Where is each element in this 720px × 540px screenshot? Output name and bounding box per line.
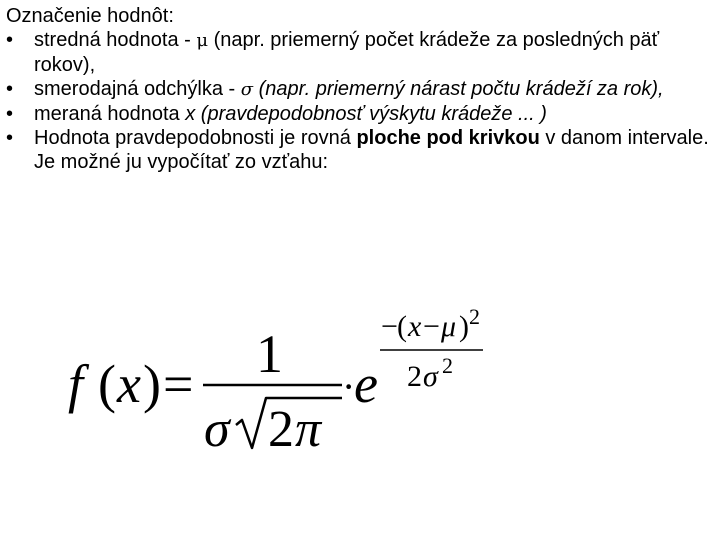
exp-num-square: 2 [469, 304, 480, 329]
exp-den-sigma: σ [423, 360, 438, 393]
formula-numerator: 1 [256, 324, 283, 384]
exp-close-paren: ) [459, 310, 469, 343]
exp-minus-2: − [423, 310, 440, 343]
bullet-text-b: (napr. priemerný nárast počtu krádeží za rok), [253, 78, 664, 100]
sigma-symbol: σ [240, 79, 254, 100]
formula-e: e [354, 354, 378, 414]
formula-den-sigma: σ [204, 401, 230, 458]
bullet-text-b: (napr. priemerný počet krádeže za posledných päť rokov), [34, 29, 660, 76]
mu-symbol: μ [196, 30, 209, 51]
formula-f: f [68, 354, 84, 414]
bold-phrase: ploche pod krivkou [356, 127, 540, 149]
bullet-icon: • [6, 29, 14, 51]
bullet-icon: • [6, 78, 14, 100]
exp-x: x [408, 310, 422, 343]
formula-dot: · [342, 364, 356, 409]
formula-equals: = [163, 354, 194, 414]
bullet-icon: • [6, 127, 14, 149]
exp-minus: − [381, 310, 398, 343]
exp-mu: μ [441, 310, 457, 343]
formula-den-two: 2 [268, 401, 294, 458]
heading: Označenie hodnôt: [6, 5, 174, 27]
bullet-text-a: Hodnota pravdepodobnosti je rovná [34, 127, 357, 149]
exp-den-square: 2 [442, 353, 453, 378]
formula-close-paren: ) [143, 354, 161, 414]
bullet-icon: • [6, 103, 14, 125]
bullet-text-b: v danom intervale. Je možné ju vypočítať zo vzťahu: [34, 127, 709, 173]
bullet-text-a: meraná hodnota [34, 103, 186, 125]
formula-open-paren: ( [98, 354, 116, 414]
formula-den-pi: π [295, 401, 322, 458]
bullet-text-a: stredná hodnota - [34, 29, 197, 51]
bullet-text-a: smerodajná odchýlka - [34, 78, 241, 100]
exp-open-paren: ( [397, 310, 407, 343]
x-variable: x [185, 103, 196, 125]
formula-x: x [117, 354, 141, 414]
bullet-text-b: (pravdepodobnosť výskytu krádeže ... ) [195, 103, 547, 125]
exp-den-two: 2 [407, 360, 422, 393]
